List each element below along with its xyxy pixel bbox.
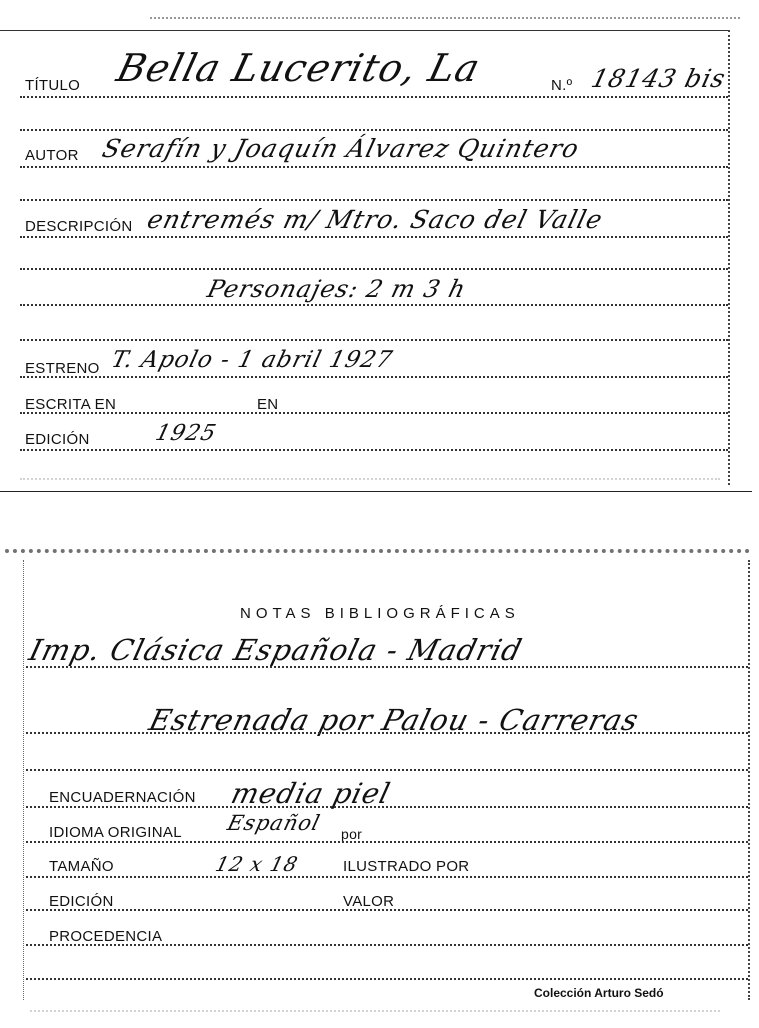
line-titulo <box>20 96 728 98</box>
tamano-value: 12 x 18 <box>213 852 301 876</box>
line-idioma <box>26 841 748 843</box>
line-edicion <box>20 449 728 451</box>
nota-2: Estrenada por Palou - Carreras <box>145 703 643 737</box>
line-blank-1 <box>20 129 728 131</box>
line-personajes <box>20 304 728 306</box>
valor-label: VALOR <box>343 893 395 910</box>
line-blank-4 <box>20 339 728 341</box>
titulo-label: TÍTULO <box>25 77 81 94</box>
collection-credit: Colección Arturo Sedó <box>534 986 664 1000</box>
line-estreno <box>20 376 728 378</box>
scan-noise-bottom-2 <box>30 1010 720 1012</box>
numero-label: N.º <box>551 77 573 94</box>
edicion-label-bottom: EDICIÓN <box>49 893 114 910</box>
encuadernacion-value: media piel <box>227 777 395 810</box>
idioma-label: IDIOMA ORIGINAL <box>49 824 182 841</box>
line-procedencia <box>26 944 748 946</box>
autor-value: Serafín y Joaquín Álvarez Quintero <box>99 134 583 163</box>
line-autor <box>20 166 728 168</box>
scan-noise <box>150 17 740 19</box>
edicion-value: 1925 <box>152 421 220 446</box>
card-right-edge <box>748 560 750 1000</box>
edicion-label: EDICIÓN <box>25 431 90 448</box>
personajes-value: Personajes: 2 m 3 h <box>204 275 470 303</box>
line-blank-3 <box>20 268 728 270</box>
line-escrita <box>20 412 728 414</box>
nota-1: Imp. Clásica Española - Madrid <box>25 633 526 667</box>
autor-label: AUTOR <box>25 147 79 164</box>
line-encuadernacion <box>26 806 748 808</box>
por-label: por <box>341 826 363 842</box>
line-blank-6 <box>26 978 748 980</box>
ilustrado-label: ILUSTRADO POR <box>343 858 470 875</box>
line-nota-2 <box>26 732 748 734</box>
titulo-value: Bella Lucerito, La <box>112 46 485 90</box>
card-right-edge <box>728 30 730 485</box>
en-label: EN <box>257 396 279 413</box>
line-edicion-bottom <box>26 909 748 911</box>
scan-noise-bottom <box>20 478 720 480</box>
card-top-edge <box>0 30 730 31</box>
procedencia-label: PROCEDENCIA <box>49 928 163 945</box>
catalog-card-bottom <box>0 540 759 1028</box>
tamano-label: TAMAÑO <box>49 858 114 875</box>
line-tamano <box>26 876 748 878</box>
numero-value: 18143 bis <box>588 64 729 93</box>
line-blank-2 <box>20 199 728 201</box>
catalog-card-top <box>0 0 759 492</box>
line-nota-1 <box>26 666 748 668</box>
descripcion-value: entremés m/ Mtro. Saco del Valle <box>144 205 606 234</box>
escrita-en-label: ESCRITA EN <box>25 396 117 413</box>
cards-divider <box>0 491 752 492</box>
line-blank-5 <box>26 769 748 771</box>
descripcion-label: DESCRIPCIÓN <box>25 218 133 235</box>
idioma-value: Español <box>225 811 323 835</box>
notas-heading: NOTAS BIBLIOGRÁFICAS <box>240 605 520 622</box>
scan-noise-top <box>5 549 750 553</box>
estreno-label: ESTRENO <box>25 360 100 377</box>
card-left-edge <box>23 560 24 1000</box>
encuadernacion-label: ENCUADERNACIÓN <box>49 789 196 806</box>
line-descripcion <box>20 236 728 238</box>
estreno-value: T. Apolo - 1 abril 1927 <box>108 347 396 373</box>
